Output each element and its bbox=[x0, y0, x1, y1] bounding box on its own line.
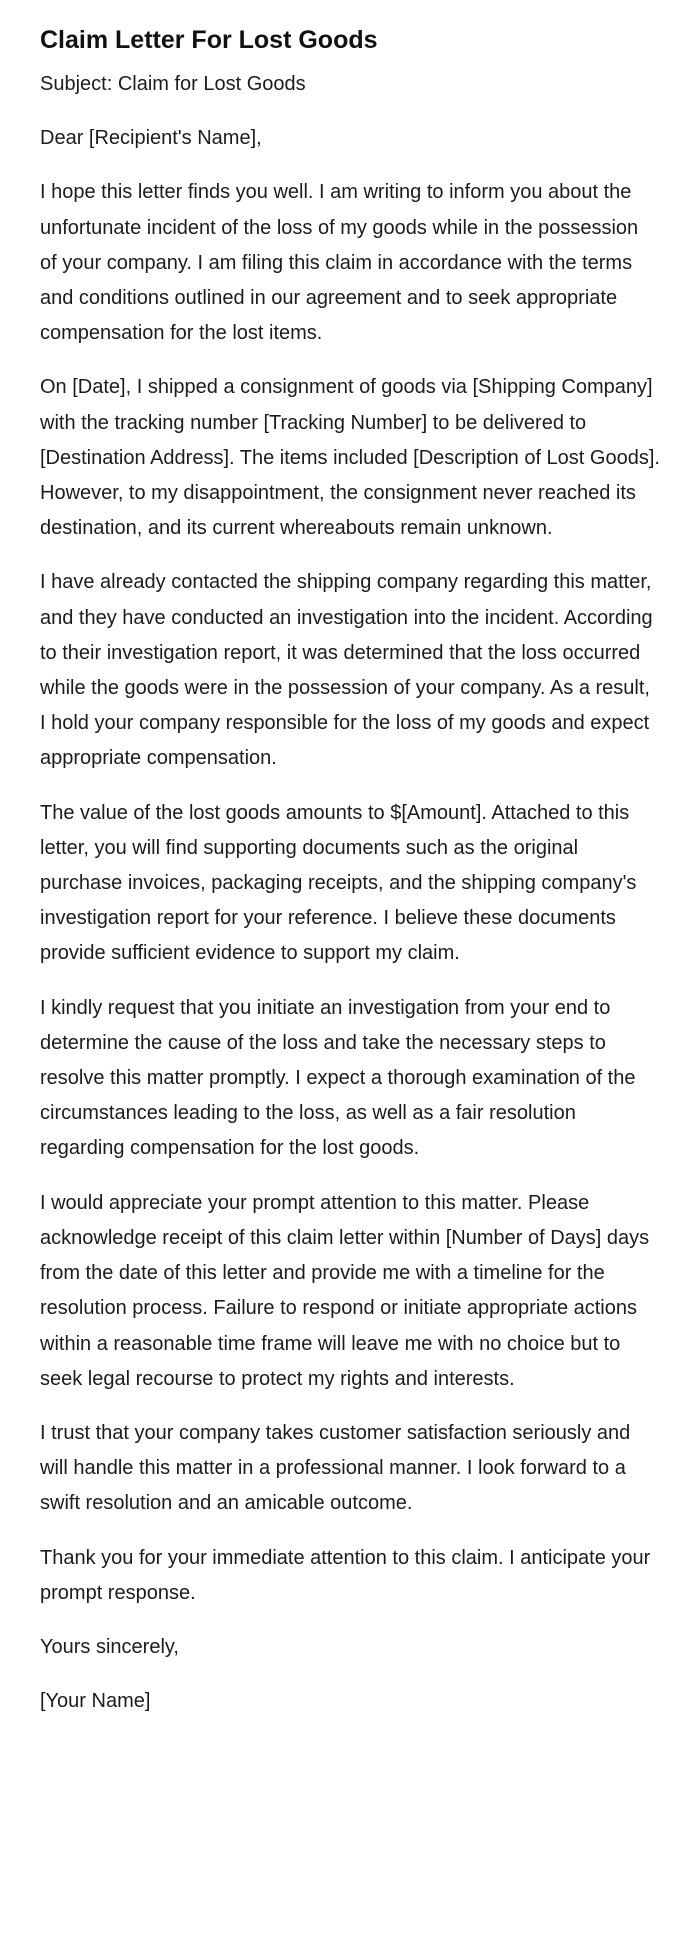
letter-paragraph-thanks: Thank you for your immediate attention to this claim. I anticipate your prompt response. bbox=[40, 1546, 651, 1604]
letter-paragraph-deadline: I would appreciate your prompt attention to this matter. Please acknowledge receipt of this claim letter within [Number of Days] days from the date of this letter and provide me with a timeline for the resolution process. Failure to respond or initiate appropriate actions within a reasonable time frame will leave me with no choice but to seek legal recourse to protect my rights and interests. bbox=[40, 1191, 650, 1390]
letter-paragraph-request: I kindly request that you initiate an investigation from your end to determine the cause of the loss and take the necessary steps to resolve this matter promptly. I expect a thorough examination of the circumstances leading to the loss, as well as a fair resolution regarding compensation for the lost goods. bbox=[40, 996, 636, 1160]
letter-title: Claim Letter For Lost Goods bbox=[40, 26, 378, 54]
letter-paragraph-intro: I hope this letter finds you well. I am writing to inform you about the unfortunate incident of the loss of my goods while in the possession of your company. I am filing this claim in accordance with the terms and conditions outlined in our agreement and to seek appropriate compensation for the lost items. bbox=[40, 181, 639, 345]
letter-paragraph-value-documents: The value of the lost goods amounts to $[Amount]. Attached to this letter, you will find supporting documents such as the original purchase invoices, packaging receipts, and the shipping company's investigation report for your reference. I believe these documents provide sufficient evidence to support my claim. bbox=[40, 801, 637, 965]
letter-closing: Yours sincerely, bbox=[40, 1635, 179, 1658]
letter-subject: Subject: Claim for Lost Goods bbox=[40, 73, 306, 95]
letter-salutation: Dear [Recipient's Name], bbox=[40, 127, 262, 150]
letter-paragraph-shipment-details: On [Date], I shipped a consignment of goods via [Shipping Company] with the tracking number [Tracking Number] to be delivered to [Destination Address]. The items included [Description of Lost Goods]. However, to my disappointment, the consignment never reached its destination, and its current whereabouts remain unknown. bbox=[40, 376, 660, 540]
letter-paragraph-investigation: I have already contacted the shipping company regarding this matter, and they have conducted an investigation into the incident. According to their investigation report, it was determined that the loss occurred while the goods were in the possession of your company. As a result, I hold your company responsible for the loss of my goods and expect appropriate compensation. bbox=[40, 571, 653, 770]
letter-paragraph-trust: I trust that your company takes customer satisfaction seriously and will handle this matter in a professional manner. I look forward to a swift resolution and an amicable outcome. bbox=[40, 1421, 631, 1515]
letter-signature: [Your Name] bbox=[40, 1690, 151, 1713]
